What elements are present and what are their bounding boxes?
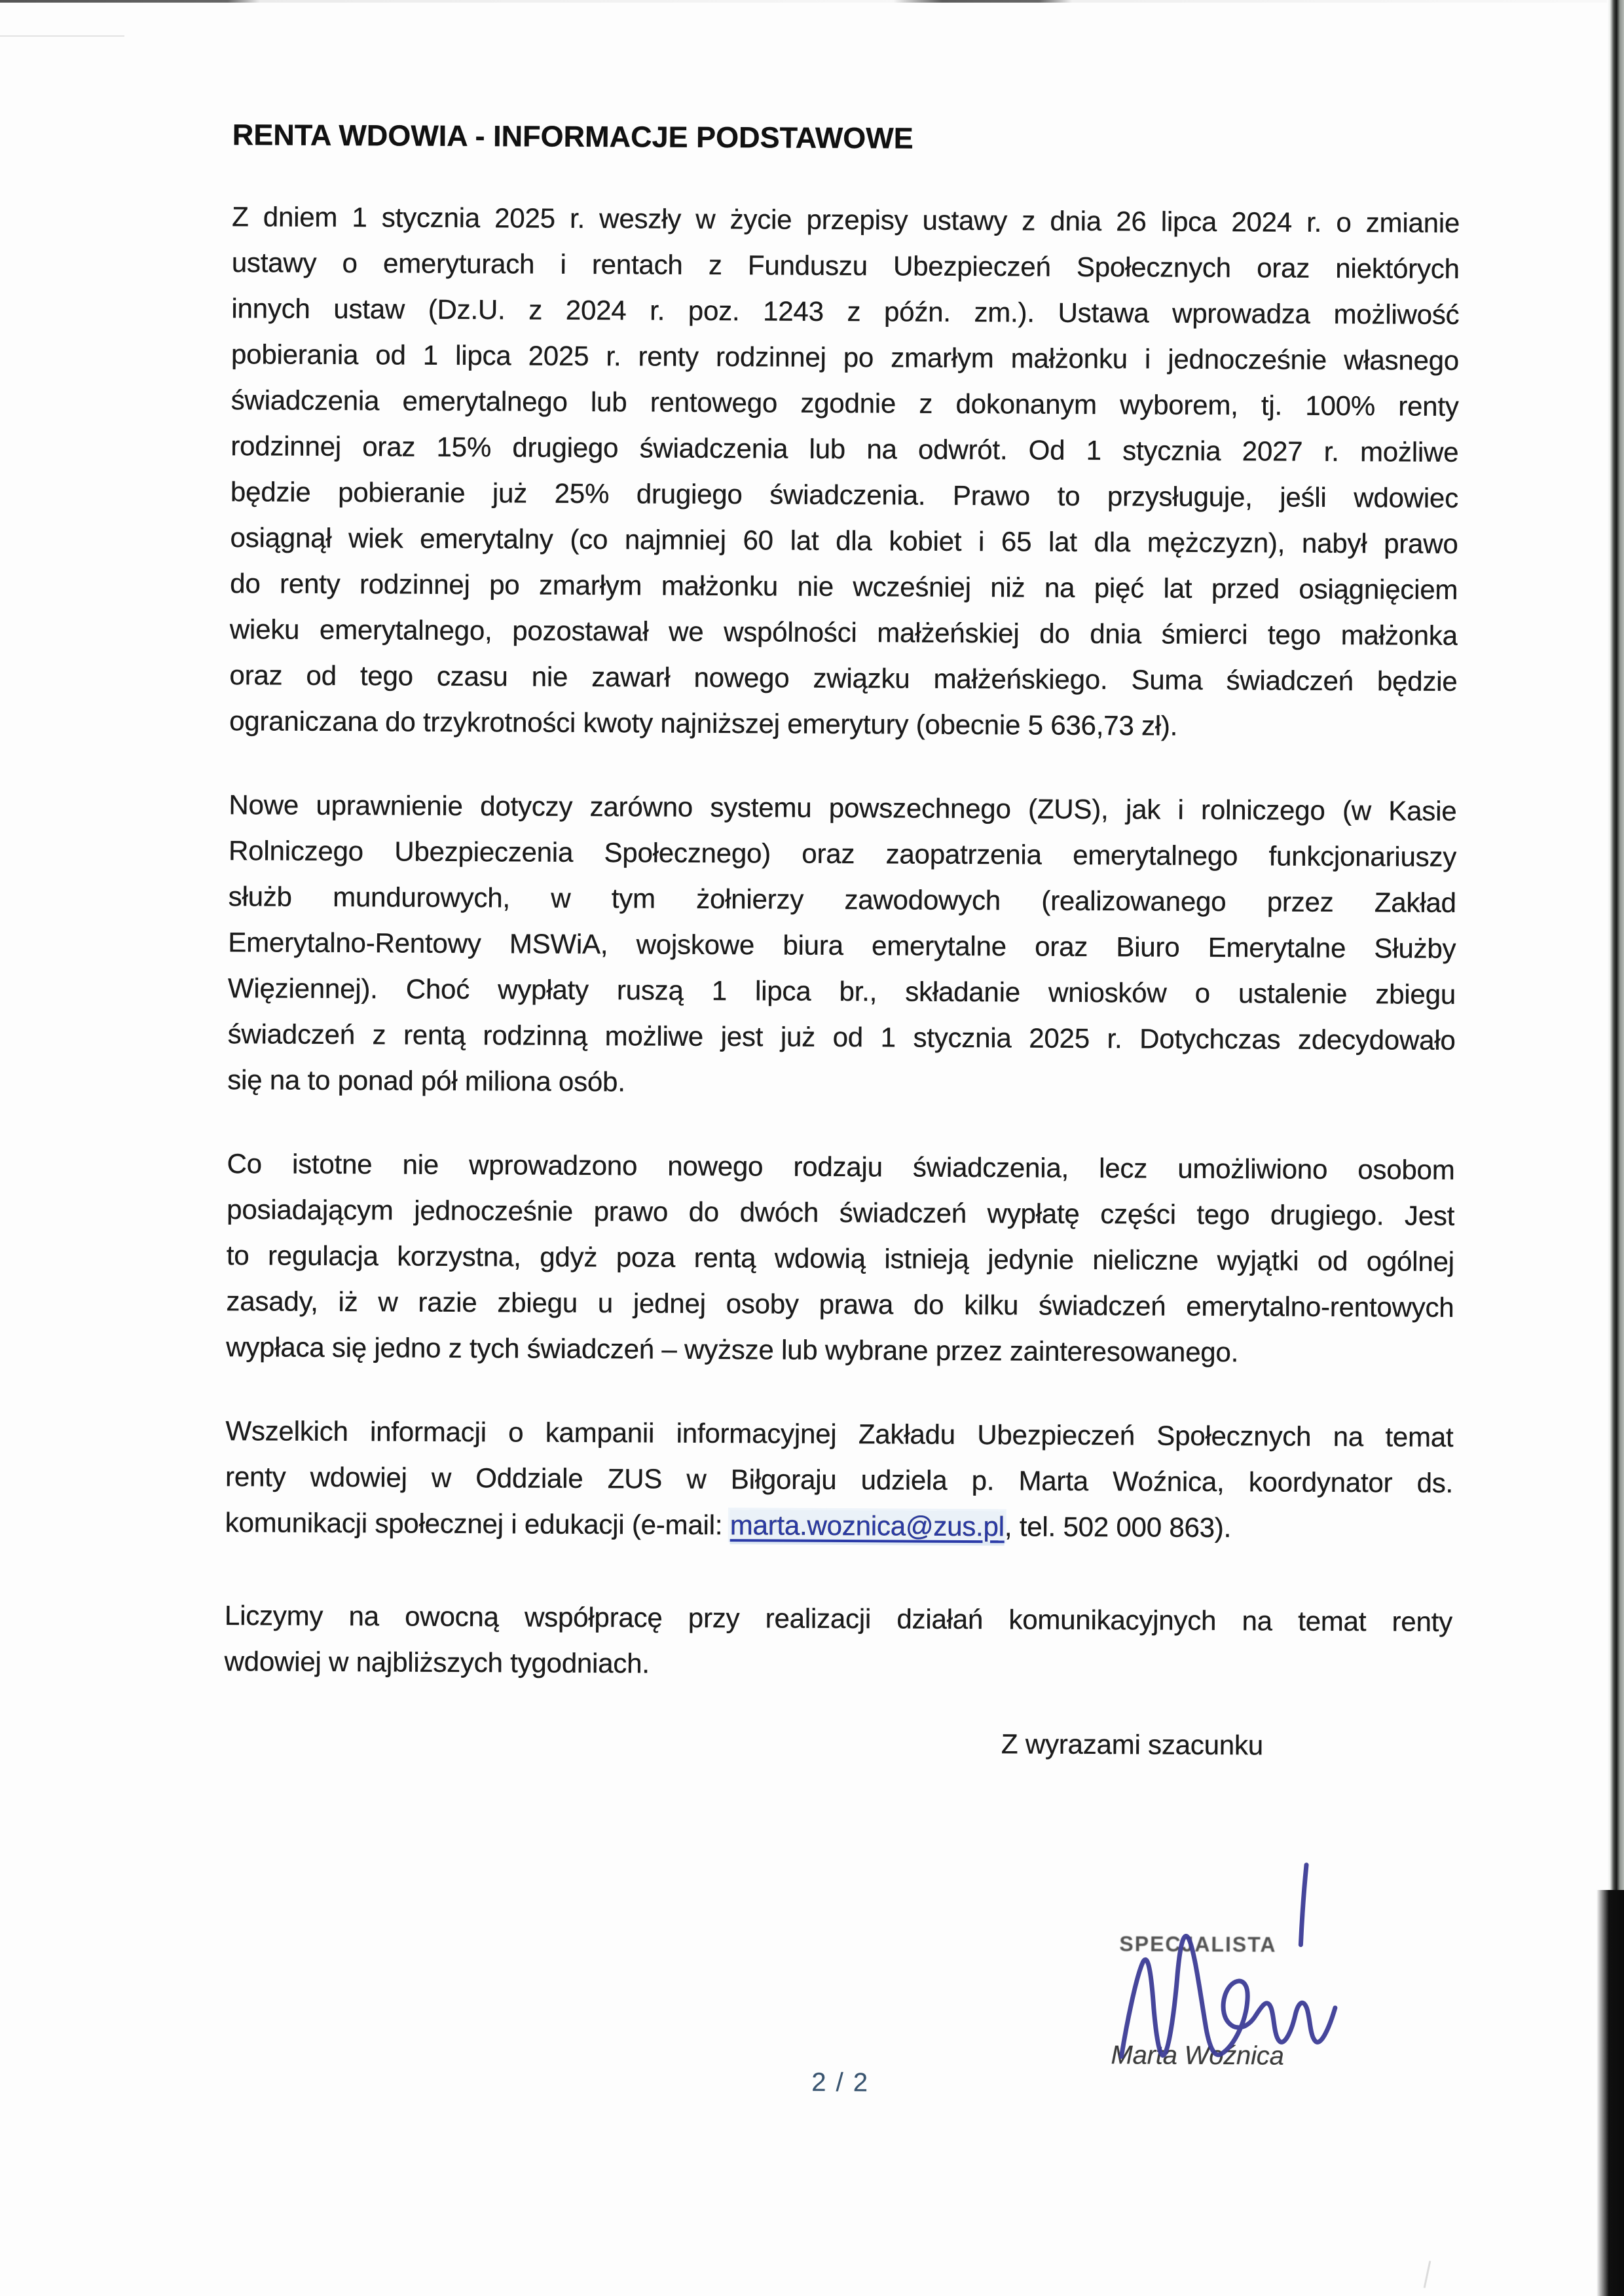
text-line: ograniczana do trzykrotności kwoty najniższej emerytury (obecnie 5 636,73 zł). (229, 705, 1178, 741)
paragraph-3 (226, 1141, 1455, 1377)
paragraph-2 (227, 782, 1457, 1109)
paragraph-4-lines (225, 1408, 1454, 1506)
text-line: służb mundurowych, w tym żołnierzy zawodowych (realizowanego przez Zakład (228, 881, 1456, 918)
scan-hairline-artifact (0, 35, 124, 37)
text-line: świadczenia emerytalnego lub rentowego zgodnie z dokonanym wyborem, tj. 100% renty (231, 384, 1459, 422)
text-line: Więziennej). Choć wypłaty ruszą 1 lipca br., składanie wniosków o ustalenie zbiegu (227, 972, 1456, 1010)
letter-body (221, 112, 1460, 2253)
closing-salutation: Z wyrazami szacunku (1001, 1728, 1264, 1761)
paragraph-4-contact (225, 1408, 1454, 1552)
text-line: pobierania od 1 lipca 2025 r. renty rodzinnej po zmarłym małżonku i jednocześnie własnego (231, 339, 1460, 376)
page-number: 2 / 2 (811, 2067, 870, 2098)
text-line: ustawy o emeryturach i rentach z Funduszu Ubezpieczeń Społecznych oraz niektórych (231, 247, 1460, 284)
text-line: się na to ponad pół miliona osób. (227, 1064, 625, 1098)
paragraph-1 (229, 194, 1460, 750)
text-line: wypłaca się jedno z tych świadczeń – wyższe lub wybrane przez zainteresowanego. (226, 1331, 1239, 1368)
contact-line-prefix: komunikacji społecznej i edukacji (e-mail: (225, 1507, 730, 1541)
text-line: posiadającym jednocześnie prawo do dwóch świadczeń wypłatę części tego drugiego. Jest (227, 1194, 1455, 1231)
text-line: wdowiej w najbliższych tygodniach. (224, 1646, 650, 1679)
paragraph-5 (224, 1593, 1452, 1691)
text-line: Emerytalno-Rentowy MSWiA, wojskowe biura emerytalne oraz Biuro Emerytalne Służby (228, 927, 1456, 964)
signature-block (1077, 1845, 1386, 2076)
text-line: renty wdowiej w Oddziale ZUS w Biłgoraju udziela p. Marta Woźnica, koordynator ds. (225, 1461, 1454, 1498)
text-line: Nowe uprawnienie dotyczy zarówno systemu powszechnego (ZUS), jak i rolniczego (w Kasie (229, 789, 1457, 826)
text-line: osiągnął wiek emerytalny (co najmniej 60 lat dla kobiet i 65 lat dla mężczyzn), nabył prawo (230, 522, 1458, 559)
text-line: do renty rodzinnej po zmarłym małżonku nie wcześniej niż na pięć lat przed osiągnięciem (230, 568, 1458, 605)
contact-line (225, 1500, 1453, 1552)
handwritten-signature-icon (1077, 1845, 1366, 2069)
text-line: zasady, iż w razie zbiegu u jednej osoby prawa do kilku świadczeń emerytalno-rentowych (226, 1286, 1454, 1323)
signature-role-stamp: SPECJALISTA (1119, 1932, 1277, 1957)
signature-printed-name: Marta Woźnica (1111, 2041, 1284, 2071)
text-line: to regulacja korzystna, gdyż poza rentą wdowią istnieją jedynie nieliczne wyjątki od ogólnej (226, 1240, 1454, 1277)
text-line: Liczymy na owocną współpracę przy realizacji działań komunikacyjnych na temat renty (224, 1600, 1453, 1637)
scan-top-edge-artifact (0, 0, 1624, 3)
text-line: Co istotne nie wprowadzono nowego rodzaju świadczenia, lecz umożliwiono osobom (227, 1148, 1455, 1185)
text-line: Wszelkich informacji o kampanii informacyjnej Zakładu Ubezpieczeń Społecznych na temat (225, 1415, 1454, 1453)
email-link[interactable]: marta.woznica@zus.pl (729, 1509, 1005, 1542)
text-line: innych ustaw (Dz.U. z 2024 r. poz. 1243 z późn. zm.). Ustawa wprowadza możliwość (231, 293, 1460, 330)
document-title: RENTA WDOWIA - INFORMACJE PODSTAWOWE (232, 118, 913, 155)
contact-line-suffix: , tel. 502 000 863). (1004, 1511, 1232, 1544)
text-line: będzie pobieranie już 25% drugiego świadczenia. Prawo to przysługuje, jeśli wdowiec (230, 476, 1459, 513)
scan-smudge-mark (1424, 2261, 1431, 2288)
text-line: oraz od tego czasu nie zawarł nowego związku małżeńskiego. Suma świadczeń będzie (229, 659, 1458, 697)
text-line: wieku emerytalnego, pozostawał we wspólności małżeńskiej do dnia śmierci tego małżonka (229, 614, 1458, 651)
text-line: świadczeń z rentą rodzinną możliwe jest już od 1 stycznia 2025 r. Dotychczas zdecydowało (227, 1018, 1456, 1056)
text-line: Z dniem 1 stycznia 2025 r. weszły w życie przepisy ustawy z dnia 26 lipca 2024 r. o zmianie (232, 201, 1460, 238)
text-line: Rolniczego Ubezpieczenia Społecznego) oraz zaopatrzenia emerytalnego funkcjonariuszy (228, 835, 1457, 872)
scan-right-bottom-artifact (1596, 1890, 1624, 2296)
text-line: rodzinnej oraz 15% drugiego świadczenia lub na odwrót. Od 1 stycznia 2027 r. możliwe (231, 430, 1459, 468)
